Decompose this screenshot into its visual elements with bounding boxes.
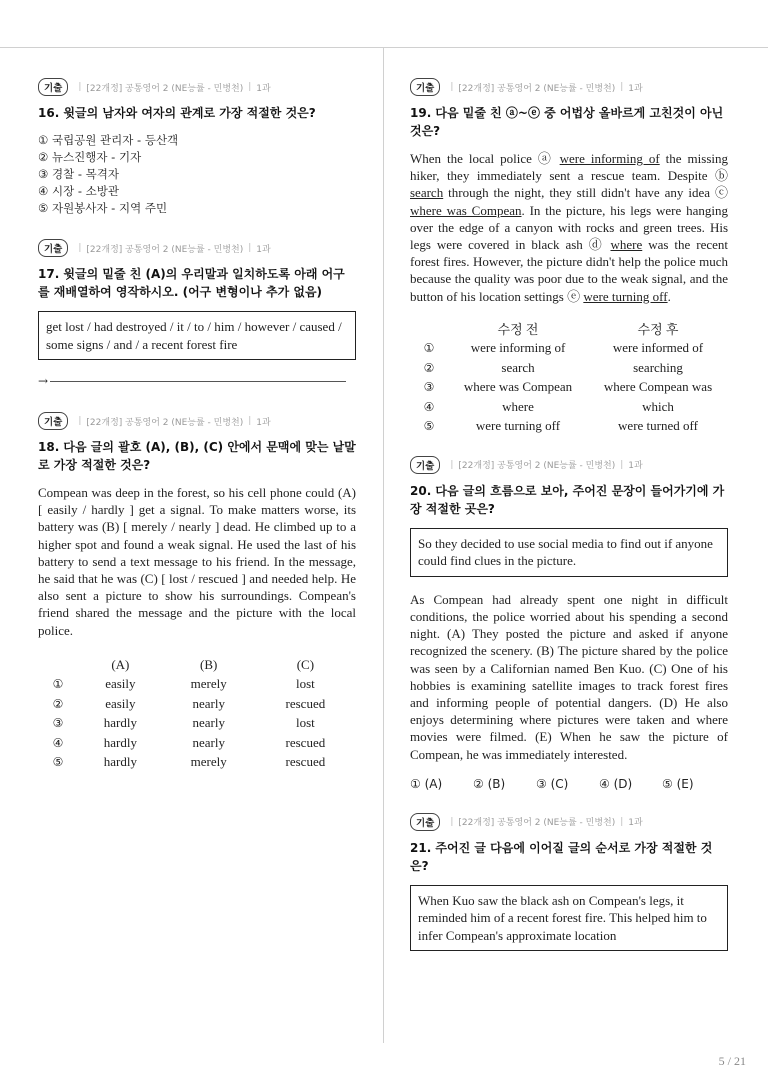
source-text: [22개정] 공통영어 2 (NE능률 - 민병천) bbox=[86, 244, 244, 255]
source-text: [22개정] 공통영어 2 (NE능률 - 민병천) bbox=[458, 818, 616, 829]
cell: were turned off bbox=[618, 418, 698, 434]
question-18-title: 18. 다음 글의 괄호 (A), (B), (C) 안에서 문맥에 맞는 낱말로 가장 적절한 것은? bbox=[38, 440, 356, 472]
cell: lost bbox=[295, 676, 315, 692]
cell: rescued bbox=[285, 754, 326, 770]
option: ③ 경찰 - 목격자 bbox=[38, 167, 119, 181]
passage-text: the missing hiker, they immediately sent a rescue team. Despite bbox=[410, 151, 728, 184]
source-lesson: 1과 bbox=[256, 83, 271, 94]
underlined-d: where bbox=[610, 237, 643, 253]
question-19-title: 19. 다음 밑줄 친 ⓐ~ⓔ 중 어법상 올바르게 고친것이 아닌 것은? bbox=[410, 106, 724, 138]
question-20-given-sentence: So they decided to use social media to find out if anyone could find clues in the picture. bbox=[410, 528, 728, 577]
option: ③ (C) bbox=[536, 776, 569, 791]
answer-blank bbox=[50, 380, 346, 382]
cell: search bbox=[501, 359, 535, 375]
source-badge: 기출 bbox=[410, 813, 440, 831]
source-lesson: 1과 bbox=[256, 244, 271, 255]
passage-text: Compean was deep in the forest, so his cell phone could (A) bbox=[38, 485, 356, 500]
column-header: 수정 전 bbox=[497, 322, 539, 338]
table-header-row bbox=[38, 655, 356, 675]
source-lesson: 1과 bbox=[628, 461, 643, 472]
tag-separator: | bbox=[78, 243, 82, 253]
option-number: ③ bbox=[423, 380, 435, 395]
option-number: ② bbox=[423, 360, 435, 375]
source-text: [22개정] 공통영어 2 (NE능률 - 민병천) bbox=[458, 461, 616, 472]
choice-bracket: [ merely / nearly ] bbox=[123, 519, 220, 535]
question-18-passage bbox=[38, 484, 356, 639]
cell: merely bbox=[190, 676, 227, 692]
table-row bbox=[410, 338, 728, 358]
passage-text: dead. He climbed up to a higher spot and found a weak signal. He used the last of his battery to send a text message to his friend. In the message, he said that he was (C) bbox=[38, 519, 357, 587]
question-19-answer-table bbox=[410, 319, 728, 436]
left-column bbox=[38, 78, 356, 772]
source-text: [22개정] 공통영어 2 (NE능률 - 민병천) bbox=[86, 417, 244, 428]
option: ② (B) bbox=[473, 776, 506, 791]
question-21-given-text: When Kuo saw the black ash on Compean's legs, it reminded him of a recent forest fire. This helped him to infer Compean's approximate location bbox=[410, 885, 728, 952]
cell: where was Compean bbox=[463, 379, 573, 395]
question-17-title: 17. 윗글의 밑줄 친 (A)의 우리말과 일치하도록 아래 어구를 재배열하여 영작하시오. (어구 변형이나 추가 없음) bbox=[38, 267, 345, 299]
table-row bbox=[38, 674, 356, 694]
passage-text: through the night, they still didn't have any idea bbox=[443, 185, 715, 201]
table-row bbox=[38, 733, 356, 753]
table-row bbox=[410, 358, 728, 378]
source-text: [22개정] 공통영어 2 (NE능률 - 민병천) bbox=[86, 83, 244, 94]
option-number: ⑤ bbox=[423, 419, 435, 434]
cell: merely bbox=[190, 754, 227, 770]
option: ① 국립공원 관리자 - 등산객 bbox=[38, 133, 179, 147]
column-header: (B) bbox=[200, 656, 218, 672]
source-badge: 기출 bbox=[38, 239, 68, 257]
underlined-a: were informing of bbox=[559, 151, 660, 166]
option-number: ① bbox=[423, 341, 435, 356]
question-18-answer-table bbox=[38, 655, 356, 772]
source-lesson: 1과 bbox=[628, 83, 643, 94]
tag-separator: | bbox=[450, 82, 454, 92]
answer-line bbox=[38, 374, 356, 388]
question-21-title: 21. 주어진 글 다음에 이어질 글의 순서로 가장 적절한 것은? bbox=[410, 840, 713, 873]
cell: which bbox=[642, 398, 674, 414]
tag-separator: | bbox=[620, 82, 624, 92]
tag-separator: | bbox=[248, 82, 252, 92]
source-badge: 기출 bbox=[38, 78, 68, 96]
marker-b: ⓑ bbox=[714, 168, 728, 184]
option: ① (A) bbox=[410, 776, 443, 791]
underlined-b: search bbox=[410, 185, 444, 201]
marker-e: ⓔ bbox=[567, 288, 581, 304]
source-text: [22개정] 공통영어 2 (NE능률 - 민병천) bbox=[458, 83, 616, 94]
source-tag bbox=[38, 412, 356, 430]
cell: searching bbox=[633, 359, 683, 375]
cell: nearly bbox=[192, 734, 225, 750]
source-lesson: 1과 bbox=[256, 417, 271, 428]
question-20-title: 20. 다음 글의 흐름으로 보아, 주어진 문장이 들어가기에 가장 적절한 곳은? bbox=[410, 483, 725, 516]
source-tag bbox=[410, 78, 728, 96]
cell: hardly bbox=[103, 715, 137, 731]
option: ④ 시장 - 소방관 bbox=[38, 184, 119, 198]
cell: lost bbox=[295, 715, 315, 731]
right-column bbox=[410, 78, 728, 951]
option-number: ④ bbox=[423, 399, 435, 414]
column-header: (C) bbox=[296, 656, 315, 672]
tag-separator: | bbox=[78, 82, 82, 92]
source-tag bbox=[410, 456, 728, 474]
passage-text: When the local police bbox=[410, 151, 538, 166]
table-row bbox=[38, 694, 356, 714]
tag-separator: | bbox=[620, 459, 624, 470]
passage-text: and needed help. He also sent a picture to show his surroundings. Compean's friend shared the message and the picture with the local police. bbox=[38, 571, 356, 638]
source-badge: 기출 bbox=[410, 78, 440, 96]
table-row bbox=[410, 397, 728, 417]
tag-separator: | bbox=[78, 416, 82, 426]
page-number: 5 / 21 bbox=[718, 1054, 746, 1068]
source-tag bbox=[38, 78, 356, 96]
cell: were informed of bbox=[612, 340, 704, 356]
option-number: ① bbox=[52, 677, 64, 692]
option-number: ② bbox=[52, 696, 64, 711]
cell: rescued bbox=[285, 734, 326, 750]
question-19-passage bbox=[410, 150, 728, 305]
tag-separator: | bbox=[248, 416, 252, 426]
passage-text: . bbox=[667, 288, 671, 304]
marker-c: ⓒ bbox=[714, 185, 728, 201]
table-row bbox=[410, 416, 728, 436]
option: ④ (D) bbox=[599, 776, 633, 791]
option: ② 뉴스진행자 - 기자 bbox=[38, 150, 142, 164]
source-lesson: 1과 bbox=[628, 818, 643, 829]
choice-bracket: [ lost / rescued ] bbox=[161, 571, 246, 587]
source-tag bbox=[38, 239, 356, 257]
passage-text: . In the picture, his legs were hanging over the edge of a canyon with rocks and green trees. His legs were covered in black ash bbox=[410, 202, 728, 253]
cell: hardly bbox=[103, 754, 137, 770]
cell: easily bbox=[105, 676, 136, 692]
cell: easily bbox=[105, 695, 136, 711]
option-number: ④ bbox=[52, 735, 64, 750]
question-20-options bbox=[410, 777, 728, 791]
question-16-options bbox=[38, 132, 356, 217]
source-badge: 기출 bbox=[410, 456, 440, 474]
tag-separator: | bbox=[450, 459, 454, 470]
option: ⑤ (E) bbox=[662, 776, 694, 791]
cell: were turning off bbox=[475, 418, 561, 434]
cell: nearly bbox=[192, 715, 225, 731]
tag-separator: | bbox=[620, 816, 624, 827]
arrow-icon: → bbox=[38, 374, 49, 388]
source-badge: 기출 bbox=[38, 412, 68, 430]
column-header: 수정 후 bbox=[637, 322, 679, 338]
column-header: (A) bbox=[111, 656, 130, 672]
question-16-title: 16. 윗글의 남자와 여자의 관계로 가장 적절한 것은? bbox=[38, 106, 316, 120]
option: ⑤ 자원봉사자 - 지역 주민 bbox=[38, 201, 168, 215]
question-20-passage: As Compean had already spent one night in difficult conditions, the police worried about his spending a second night. (A) They posted the picture and asked if anyone recognized the scenery. (B) The picture shared by the police was seen by a Californian named Ben Kuo. (C) One of his hobbies is examining satellite images to track forest fires and informing people of potential dangers. (D) He also enjoys determining where pictures were taken and where movies were filmed. (E) When he saw the picture of Compean, he was immediately interested. bbox=[410, 591, 728, 762]
option-number: ③ bbox=[52, 716, 64, 731]
choice-bracket: [ easily / hardly ] bbox=[38, 502, 134, 518]
passage-text: was the recent forest fires. However, the picture didn't help the police much because the quality was poor due to the weak signal, and the button of his location settings bbox=[410, 237, 729, 304]
cell: hardly bbox=[103, 734, 137, 750]
cell: rescued bbox=[285, 695, 326, 711]
tag-separator: | bbox=[450, 816, 454, 827]
underlined-c: where was Compean bbox=[410, 202, 522, 218]
cell: nearly bbox=[192, 695, 225, 711]
table-row bbox=[410, 377, 728, 397]
marker-a: ⓐ bbox=[537, 151, 554, 166]
cell: were informing of bbox=[470, 340, 566, 356]
marker-d: ⓓ bbox=[588, 237, 605, 253]
passage-text: get a signal. To make matters worse, its battery was (B) bbox=[38, 502, 357, 535]
option-number: ⑤ bbox=[52, 755, 64, 770]
table-row bbox=[38, 752, 356, 772]
cell: where Compean was bbox=[603, 379, 713, 395]
header-rule bbox=[0, 47, 768, 48]
table-row bbox=[38, 713, 356, 733]
column-divider bbox=[383, 48, 384, 1043]
cell: where bbox=[502, 398, 534, 414]
source-tag bbox=[410, 813, 728, 831]
tag-separator: | bbox=[248, 243, 252, 253]
question-17-word-box: get lost / had destroyed / it / to / him / however / caused / some signs / and / a recent forest fire bbox=[38, 311, 356, 360]
underlined-e: were turning off bbox=[583, 288, 668, 304]
table-header-row bbox=[410, 319, 728, 339]
